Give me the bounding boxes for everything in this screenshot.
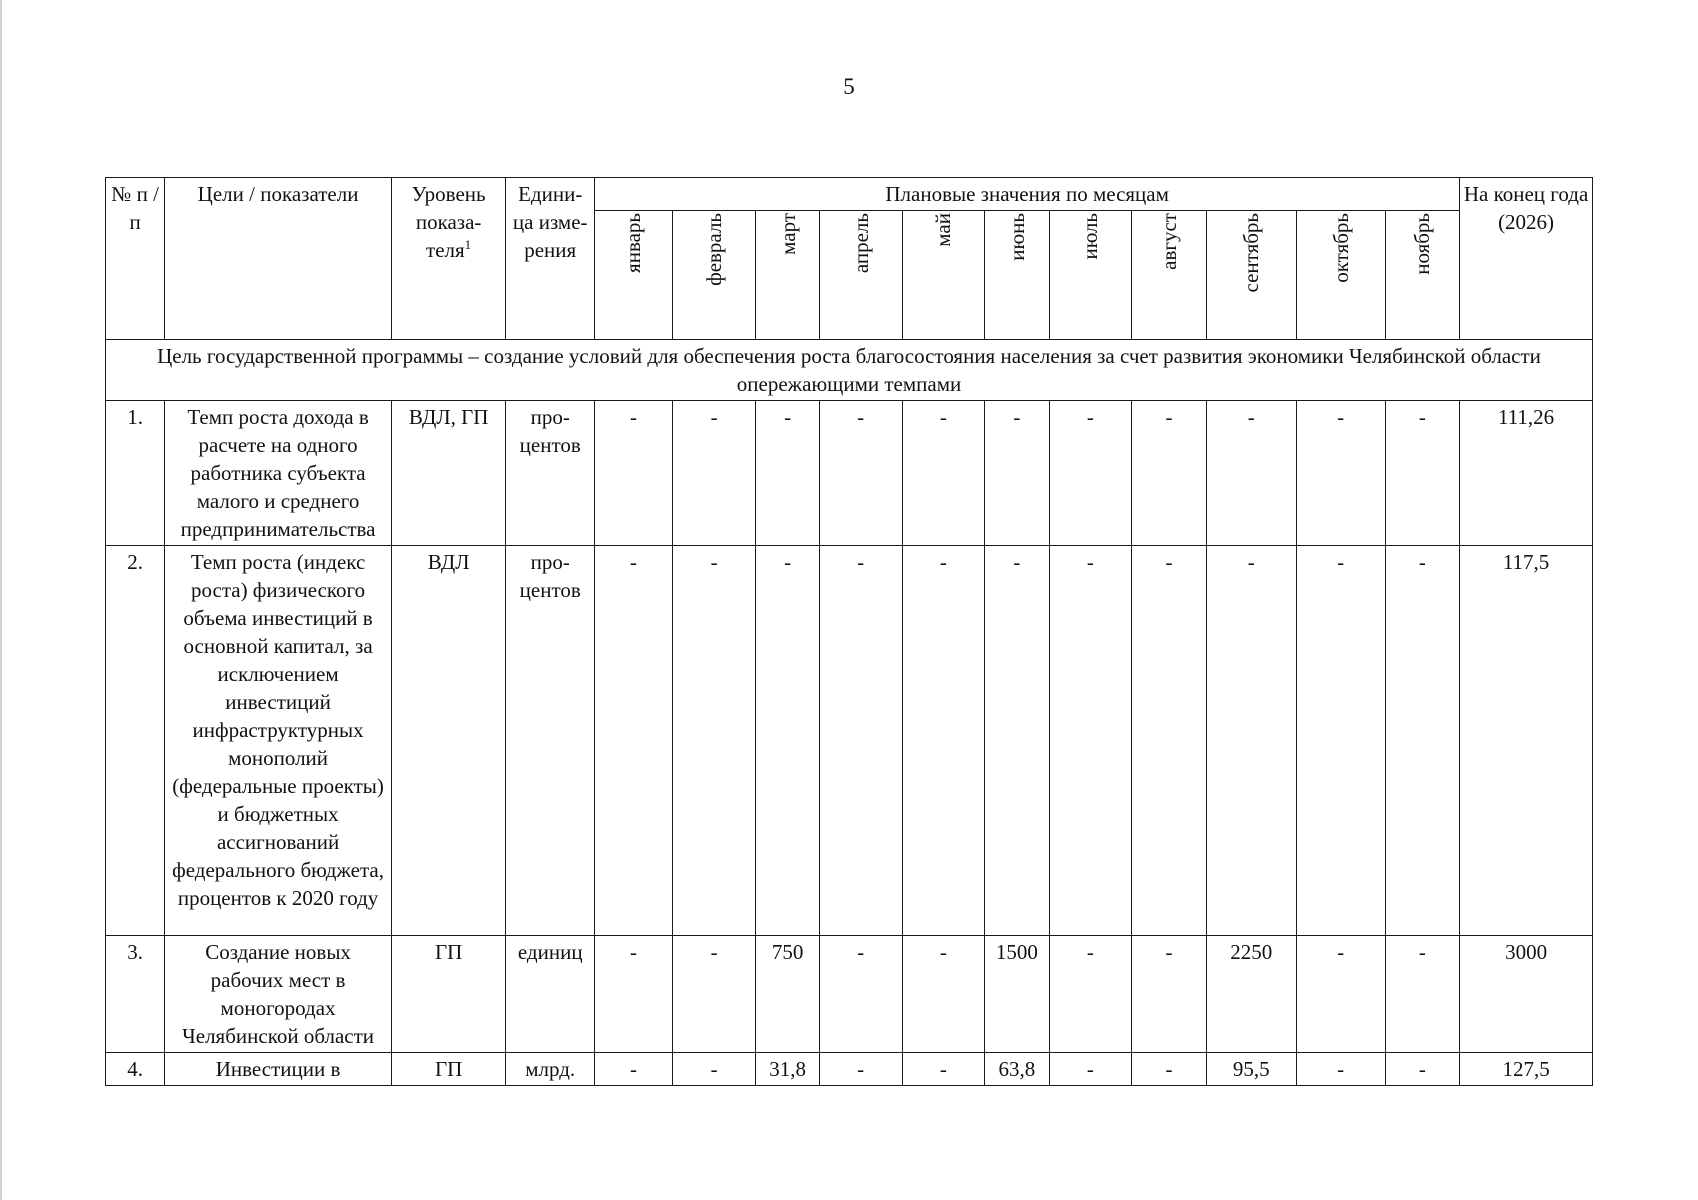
row-month-value: - <box>1206 401 1296 546</box>
row-level: ВДЛ <box>391 546 505 936</box>
row-indicator-name: Темп роста дохода в расчете на одного работника субъекта малого и среднего предпринимательства <box>165 401 392 546</box>
page-edge-line <box>0 0 2 1200</box>
row-month-value: 1500 <box>985 936 1049 1053</box>
header-month <box>1049 211 1132 340</box>
row-month-value: - <box>756 401 819 546</box>
row-month-value: - <box>1049 546 1132 936</box>
header-month <box>1132 211 1207 340</box>
goal-text: Цель государственной программы – создание условий для обеспечения роста благосостояния населения за счет развития экономики Челябинской области опережающими темпами <box>106 340 1593 401</box>
header-month <box>595 211 673 340</box>
header-month <box>1385 211 1460 340</box>
header-month-label: сентябрь <box>1239 213 1264 293</box>
row-num: 2. <box>106 546 165 936</box>
header-end-of-year: На конец года (2026) <box>1460 178 1593 340</box>
header-monthly-group: Плановые значения по месяцам <box>595 178 1460 211</box>
row-unit: единиц <box>506 936 595 1053</box>
row-month-value: - <box>1385 546 1460 936</box>
header-month-label: июнь <box>1004 213 1029 261</box>
header-level <box>391 178 505 340</box>
row-end-value: 111,26 <box>1460 401 1593 546</box>
header-level-label: Уровень показа-теля <box>411 182 486 262</box>
row-month-value: - <box>595 936 673 1053</box>
row-month-value: 2250 <box>1206 936 1296 1053</box>
row-month-value: - <box>819 401 902 546</box>
row-unit: про-центов <box>506 546 595 936</box>
row-month-value: - <box>1296 401 1385 546</box>
row-num: 3. <box>106 936 165 1053</box>
row-month-value: - <box>902 1053 985 1086</box>
header-month-label: январь <box>621 213 646 273</box>
header-month-label: март <box>775 213 800 255</box>
row-month-value: - <box>1132 936 1207 1053</box>
row-month-value: 63,8 <box>985 1053 1049 1086</box>
row-month-value: - <box>1049 401 1132 546</box>
row-month-value: - <box>902 401 985 546</box>
monthly-plan-table <box>105 177 1593 1086</box>
row-month-value: 31,8 <box>756 1053 819 1086</box>
header-month-label: февраль <box>702 213 727 286</box>
header-row <box>106 178 1593 211</box>
header-unit: Едини-ца изме-рения <box>506 178 595 340</box>
row-month-value: - <box>1385 1053 1460 1086</box>
row-month-value: - <box>595 546 673 936</box>
table-row <box>106 1053 1593 1086</box>
header-month <box>672 211 756 340</box>
row-month-value: - <box>1132 546 1207 936</box>
header-month-label: октябрь <box>1328 213 1353 283</box>
row-indicator-name: Создание новых рабочих мест в моногородах Челябинской области <box>165 936 392 1053</box>
header-month <box>1206 211 1296 340</box>
row-month-value: - <box>672 936 756 1053</box>
row-level: ВДЛ, ГП <box>391 401 505 546</box>
header-month <box>756 211 819 340</box>
row-month-value: - <box>1296 546 1385 936</box>
header-month <box>1296 211 1385 340</box>
row-month-value: - <box>595 1053 673 1086</box>
row-indicator-name: Инвестиции в <box>165 1053 392 1086</box>
row-num: 1. <box>106 401 165 546</box>
header-month-label: май <box>931 213 956 247</box>
row-month-value: - <box>902 546 985 936</box>
header-month-label: июль <box>1078 213 1103 260</box>
header-goals: Цели / показатели <box>165 178 392 340</box>
row-month-value: - <box>1385 936 1460 1053</box>
header-num: № п / п <box>106 178 165 340</box>
row-level: ГП <box>391 1053 505 1086</box>
row-month-value: - <box>1132 1053 1207 1086</box>
row-indicator-name: Темп роста (индекс роста) физического объема инвестиций в основной капитал, за исключением инвестиций инфраструктурных монополий (федеральные проекты) и бюджетных ассигнований федерального бюджета, процентов к 2020 году <box>165 546 392 936</box>
row-month-value: - <box>1049 936 1132 1053</box>
row-month-value: - <box>756 546 819 936</box>
header-month-label: август <box>1157 213 1182 270</box>
row-month-value: 750 <box>756 936 819 1053</box>
row-month-value: - <box>1296 936 1385 1053</box>
header-level-footnote: 1 <box>464 237 472 252</box>
row-month-value: - <box>985 401 1049 546</box>
row-month-value: - <box>1385 401 1460 546</box>
row-end-value: 117,5 <box>1460 546 1593 936</box>
header-month-label: апрель <box>848 213 873 274</box>
header-month <box>819 211 902 340</box>
row-month-value: - <box>1132 401 1207 546</box>
row-month-value: - <box>1206 546 1296 936</box>
row-month-value: - <box>985 546 1049 936</box>
row-month-value: - <box>1296 1053 1385 1086</box>
row-month-value: - <box>819 1053 902 1086</box>
row-month-value: 95,5 <box>1206 1053 1296 1086</box>
table-row <box>106 936 1593 1053</box>
header-month-label: ноябрь <box>1410 213 1435 275</box>
row-end-value: 127,5 <box>1460 1053 1593 1086</box>
header-month <box>985 211 1049 340</box>
page-number: 5 <box>843 74 855 99</box>
row-end-value: 3000 <box>1460 936 1593 1053</box>
row-level: ГП <box>391 936 505 1053</box>
row-month-value: - <box>672 1053 756 1086</box>
row-month-value: - <box>595 401 673 546</box>
table-row <box>106 401 1593 546</box>
goal-row <box>106 340 1593 401</box>
row-month-value: - <box>1049 1053 1132 1086</box>
row-unit: млрд. <box>506 1053 595 1086</box>
row-month-value: - <box>819 546 902 936</box>
row-month-value: - <box>819 936 902 1053</box>
row-month-value: - <box>902 936 985 1053</box>
row-month-value: - <box>672 546 756 936</box>
row-num: 4. <box>106 1053 165 1086</box>
row-unit: про-центов <box>506 401 595 546</box>
row-month-value: - <box>672 401 756 546</box>
header-month <box>902 211 985 340</box>
table-row <box>106 546 1593 936</box>
